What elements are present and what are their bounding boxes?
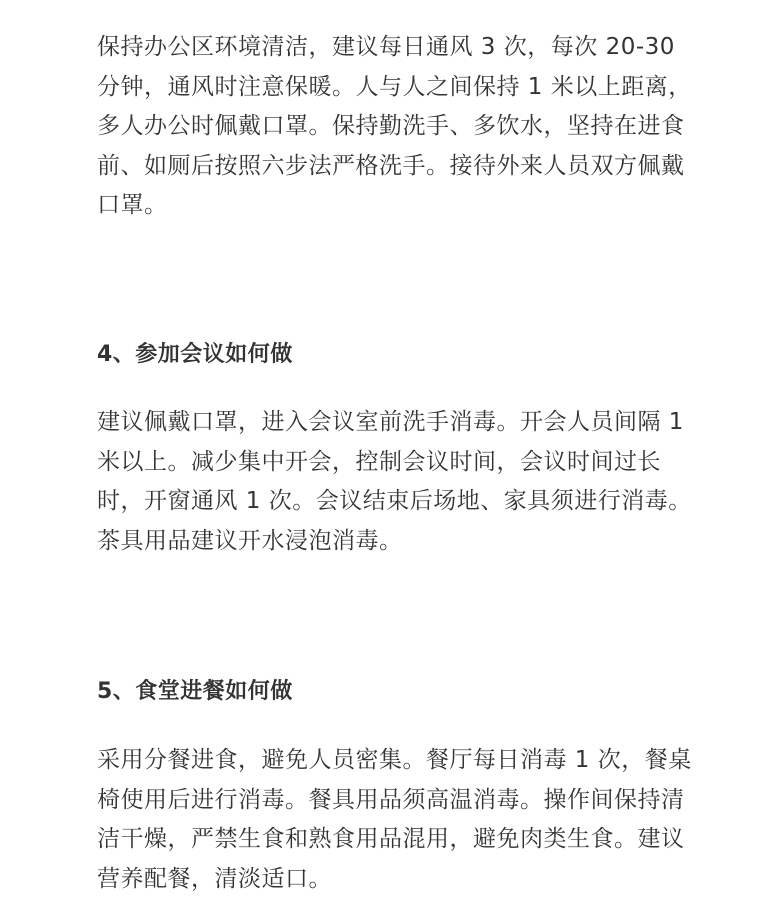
section-heading-canteen: 5、食堂进餐如何做 [97,679,293,704]
paragraph-canteen: 采用分餐进食，避免人员密集。餐厅每日消毒 1 次，餐桌椅使用后进行消毒。餐具用品须高温消毒。操作间保持清洁干燥，严禁生食和熟食用品混用，避免肉类生食。建议营养配餐，清淡适口。 [97,747,692,892]
section-heading-meetings: 4、参加会议如何做 [97,342,293,367]
paragraph-office-hygiene: 保持办公区环境清洁，建议每日通风 3 次，每次 20-30 分钟，通风时注意保暖。人与人之间保持 1 米以上距离，多人办公时佩戴口罩。保持勤洗手、多饮水，坚持在进食前、如厕后按照六步法严格洗手。接待外来人员双方佩戴口罩。 [97,34,692,218]
paragraph-meetings: 建议佩戴口罩，进入会议室前洗手消毒。开会人员间隔 1 米以上。减少集中开会，控制会议时间，会议时间过长时，开窗通风 1 次。会议结束后场地、家具须进行消毒。茶具用品建议开水浸泡消毒。 [97,409,692,554]
